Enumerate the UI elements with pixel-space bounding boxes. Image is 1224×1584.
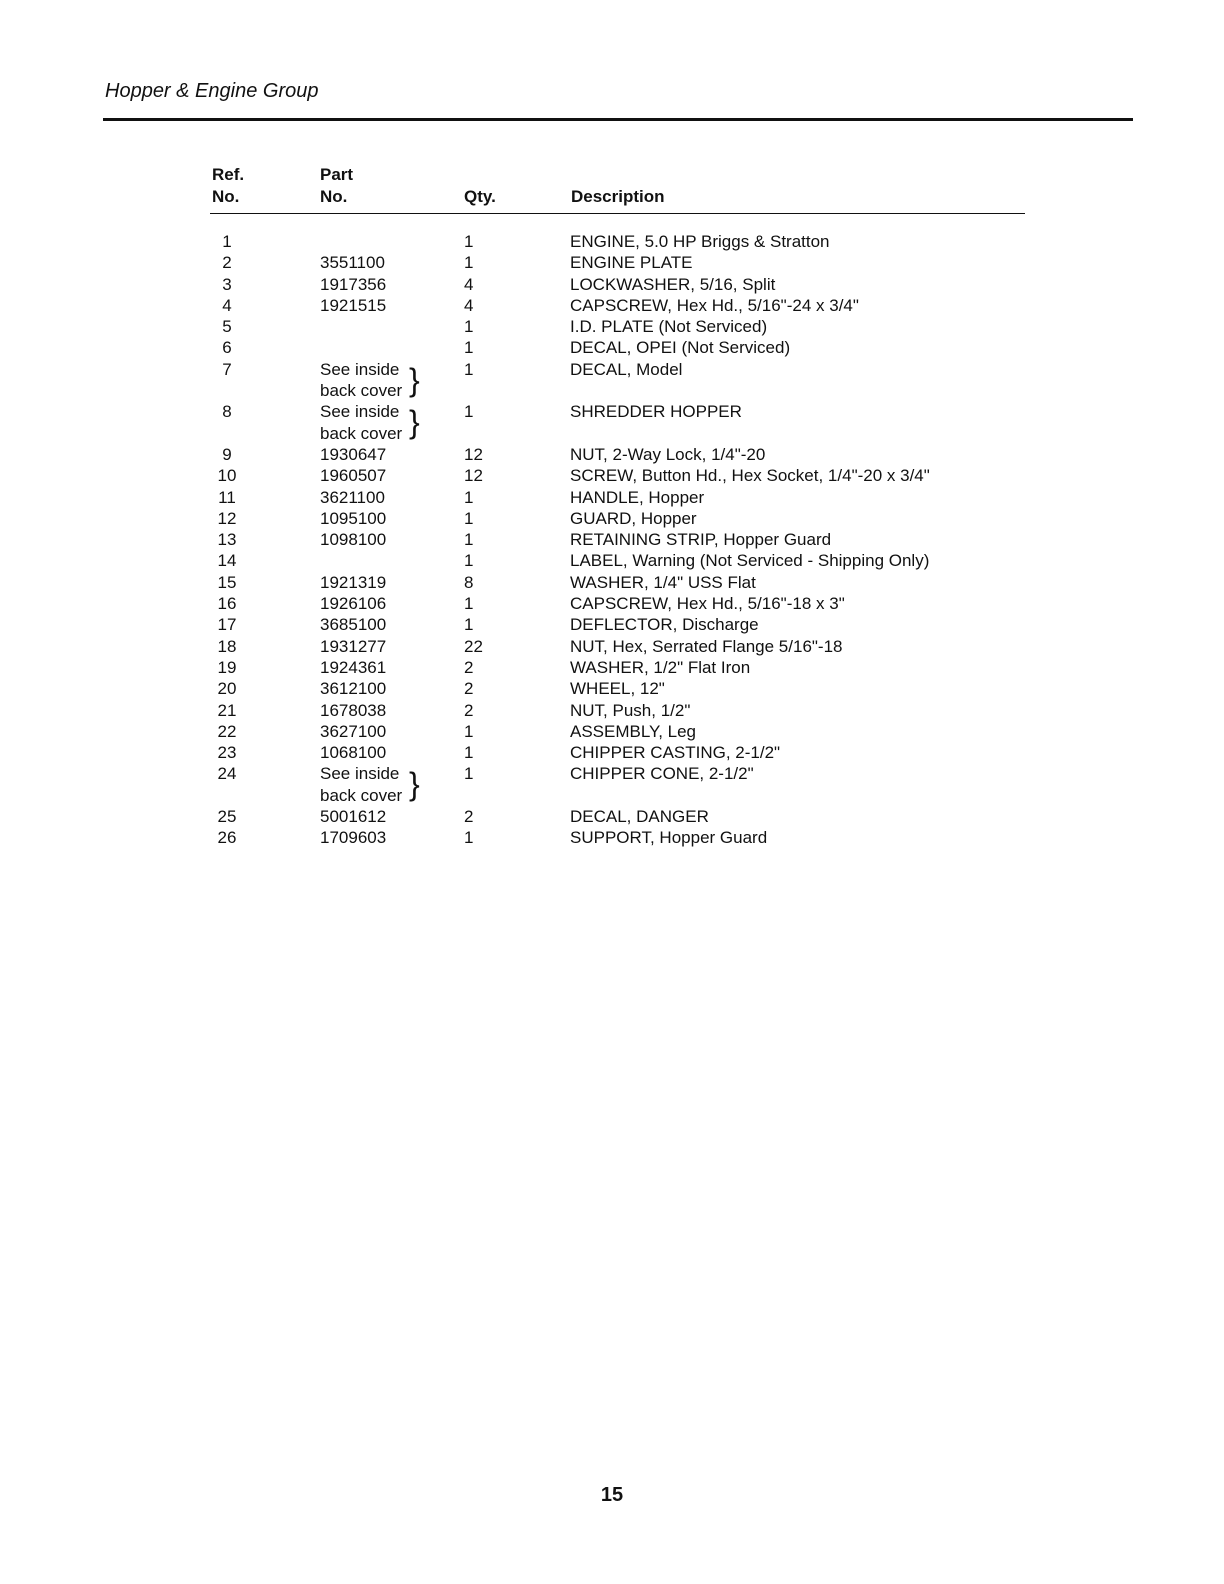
description-cell: LOCKWASHER, 5/16, Split	[570, 274, 776, 294]
part-no-cell: 1917356	[320, 274, 387, 294]
description-cell: WASHER, 1/4" USS Flat	[570, 572, 756, 592]
qty-cell: 1	[464, 721, 474, 741]
ref-no-cell: 1	[222, 232, 232, 251]
description-cell: DECAL, DANGER	[570, 807, 709, 827]
table-row	[212, 678, 1012, 699]
ref-no-cell: 2	[222, 253, 232, 273]
table-row	[212, 295, 1012, 316]
part-no-cell: 1931277	[320, 636, 387, 656]
qty-cell: 1	[464, 508, 474, 528]
table-row	[212, 316, 1012, 337]
table-row	[212, 636, 1012, 657]
description-cell: ENGINE PLATE	[570, 253, 693, 273]
qty-cell: 2	[464, 657, 474, 677]
section-title: Hopper & Engine Group	[105, 80, 319, 102]
table-row	[212, 550, 1012, 571]
description-cell: CHIPPER CONE, 2-1/2"	[570, 764, 754, 784]
ref-no-cell: 24	[217, 764, 237, 784]
table-row	[212, 593, 1012, 614]
description-cell: SCREW, Button Hd., Hex Socket, 1/4"-20 x 3/4"	[570, 466, 930, 486]
title-rule	[103, 118, 1133, 121]
description-cell: DECAL, Model	[570, 359, 683, 379]
qty-cell: 1	[464, 487, 474, 507]
qty-cell: 1	[464, 317, 474, 337]
ref-no-cell: 17	[217, 615, 237, 635]
ref-no-cell: 20	[217, 679, 237, 699]
part-no-cell: 1068100	[320, 743, 387, 763]
qty-cell: 1	[464, 551, 474, 571]
ref-no-cell: 5	[222, 317, 232, 337]
description-cell: LABEL, Warning (Not Serviced - Shipping Only)	[570, 551, 930, 571]
qty-cell: 1	[464, 253, 474, 273]
page-number: 15	[600, 1484, 624, 1506]
qty-cell: 1	[464, 828, 474, 848]
description-header: Description	[571, 187, 665, 206]
description-cell: NUT, Push, 1/2"	[570, 700, 691, 720]
table-row	[212, 721, 1012, 742]
part-ref-line1: See inside	[320, 402, 400, 422]
description-cell: NUT, Hex, Serrated Flange 5/16"-18	[570, 636, 843, 656]
table-row	[212, 337, 1012, 358]
qty-cell: 8	[464, 572, 474, 592]
description-cell: DECAL, OPEI (Not Serviced)	[570, 338, 791, 358]
qty-cell: 2	[464, 700, 474, 720]
ref-no-cell: 18	[217, 636, 237, 656]
ref-no-cell: 13	[217, 530, 237, 550]
qty-cell: 1	[464, 359, 474, 379]
part-no-cell: 1930647	[320, 444, 387, 464]
ref-no-cell: 14	[217, 551, 237, 571]
qty-cell: 12	[464, 444, 483, 464]
ref-no-cell: 26	[217, 828, 237, 848]
brace-icon: }	[409, 404, 420, 441]
ref-no-cell: 16	[217, 594, 237, 614]
part-no-header	[320, 164, 353, 208]
description-cell: I.D. PLATE (Not Serviced)	[570, 317, 768, 337]
part-no-cell	[320, 359, 445, 402]
header-rule	[210, 213, 1025, 214]
qty-cell: 2	[464, 807, 474, 827]
ref-no-cell: 11	[218, 487, 236, 507]
ref-no-cell: 10	[217, 466, 237, 486]
table-row	[212, 700, 1012, 721]
description-cell: NUT, 2-Way Lock, 1/4"-20	[570, 444, 766, 464]
qty-cell: 1	[464, 594, 474, 614]
table-row	[212, 252, 1012, 273]
qty-cell: 22	[464, 636, 483, 656]
brace-icon: }	[409, 766, 420, 803]
ref-no-cell: 15	[217, 572, 237, 592]
part-no-cell: 5001612	[320, 807, 387, 827]
part-no-cell: 1098100	[320, 530, 387, 550]
description-cell: DEFLECTOR, Discharge	[570, 615, 759, 635]
ref-no-cell: 6	[222, 338, 232, 358]
part-header-line2: No.	[320, 187, 348, 206]
qty-cell: 1	[464, 743, 474, 763]
description-cell: GUARD, Hopper	[570, 508, 697, 528]
qty-cell: 1	[464, 764, 474, 784]
table-row	[212, 401, 1012, 444]
table-row	[212, 359, 1012, 402]
part-ref-line2: back cover	[320, 423, 403, 443]
description-cell: CAPSCREW, Hex Hd., 5/16"-24 x 3/4"	[570, 295, 859, 315]
part-no-cell: 1678038	[320, 700, 387, 720]
part-no-cell: 1924361	[320, 657, 387, 677]
part-no-cell: 1960507	[320, 466, 387, 486]
table-row	[212, 508, 1012, 529]
ref-no-cell: 12	[217, 508, 237, 528]
description-cell: WHEEL, 12"	[570, 679, 665, 699]
qty-cell: 1	[464, 530, 474, 550]
description-cell: SUPPORT, Hopper Guard	[570, 828, 768, 848]
parts-table	[212, 231, 1012, 849]
qty-cell: 4	[464, 295, 474, 315]
part-no-cell: 3612100	[320, 679, 387, 699]
description-cell: WASHER, 1/2" Flat Iron	[570, 657, 751, 677]
qty-cell: 1	[464, 402, 474, 422]
ref-header-line2: No.	[212, 187, 240, 206]
brace-icon: }	[409, 361, 420, 398]
description-cell: CAPSCREW, Hex Hd., 5/16"-18 x 3"	[570, 594, 845, 614]
description-cell: SHREDDER HOPPER	[570, 402, 742, 422]
part-no-cell: 1926106	[320, 594, 387, 614]
part-no-cell	[320, 401, 445, 444]
part-no-cell: 1095100	[320, 508, 387, 528]
qty-cell: 12	[464, 466, 483, 486]
table-row	[212, 529, 1012, 550]
part-no-cell	[320, 763, 445, 806]
table-row	[212, 465, 1012, 486]
ref-no-cell: 19	[217, 657, 237, 677]
ref-no-cell: 9	[222, 444, 232, 464]
description-cell: ENGINE, 5.0 HP Briggs & Stratton	[570, 232, 830, 251]
qty-cell: 2	[464, 679, 474, 699]
ref-no-cell: 23	[217, 743, 237, 763]
table-row	[212, 572, 1012, 593]
table-row	[212, 444, 1012, 465]
part-no-cell: 3627100	[320, 721, 387, 741]
ref-no-cell: 21	[217, 700, 237, 720]
qty-cell: 4	[464, 274, 474, 294]
table-row	[212, 827, 1012, 848]
part-no-cell: 1709603	[320, 828, 387, 848]
part-ref-line1: See inside	[320, 359, 400, 379]
part-no-cell: 3685100	[320, 615, 387, 635]
ref-no-cell: 3	[222, 274, 232, 294]
table-header	[212, 164, 1026, 212]
part-no-cell: 3621100	[320, 487, 385, 507]
description-cell: ASSEMBLY, Leg	[570, 721, 697, 741]
qty-cell: 1	[464, 338, 474, 358]
part-ref-line1: See inside	[320, 764, 400, 784]
description-cell: HANDLE, Hopper	[570, 487, 705, 507]
part-ref-line2: back cover	[320, 381, 403, 401]
table-row	[212, 742, 1012, 763]
qty-cell: 1	[464, 615, 474, 635]
part-no-cell: 1921515	[320, 295, 387, 315]
ref-no-cell: 25	[217, 807, 237, 827]
ref-no-cell: 22	[217, 721, 237, 741]
part-no-cell: 1921319	[320, 572, 387, 592]
part-ref-line2: back cover	[320, 785, 403, 805]
ref-no-cell: 7	[222, 359, 232, 379]
part-no-cell: 3551100	[320, 253, 385, 273]
table-row	[212, 614, 1012, 635]
part-header-line1: Part	[320, 165, 354, 184]
ref-no-cell: 8	[222, 402, 232, 422]
ref-header-line1: Ref.	[212, 165, 245, 184]
table-row	[212, 763, 1012, 806]
table-row	[212, 231, 1012, 252]
ref-no-header	[212, 164, 244, 208]
table-row	[212, 657, 1012, 678]
qty-header: Qty.	[464, 187, 496, 206]
description-cell: RETAINING STRIP, Hopper Guard	[570, 530, 832, 550]
ref-no-cell: 4	[222, 295, 232, 315]
table-row	[212, 487, 1012, 508]
qty-cell: 1	[464, 232, 474, 251]
description-cell: CHIPPER CASTING, 2-1/2"	[570, 743, 781, 763]
table-row	[212, 806, 1012, 827]
table-row	[212, 274, 1012, 295]
